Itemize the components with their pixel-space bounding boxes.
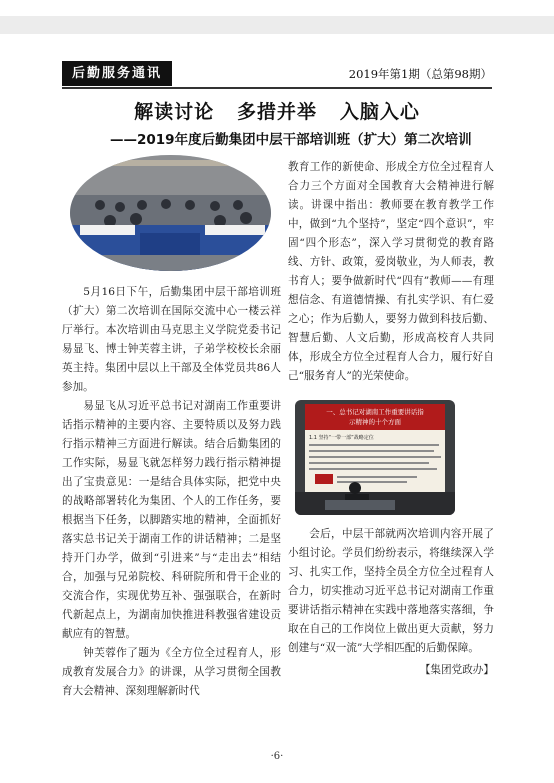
article-title: 解读讨论 多措并举 入脑入心 xyxy=(134,101,420,123)
top-band xyxy=(0,16,554,34)
paragraph-3-continued: 教育工作的新使命、形成全方位全过程育人合力三个方面对全国教育大会精神进行解读。讲课中指出：教师要在教育教学工作中，做到“九个坚持”，坚定“四个意识”，牢固“四个形态”，深入学习贯彻党的教育路线、方针、政策，爱岗敬业，为人师表，教书育人；要争做新时代“四有”教师——有理想信念、有道德情操、有扎实学识、有仁爱之心；作为后勤人，要努力做到科技后勤、智慧后勤、人文后勤，形成高校育人共同体，形成全方位全过程育人合力，履行好自己“服务育人”的光荣使命。 xyxy=(288,161,494,382)
page-number: ·6· xyxy=(270,751,284,762)
issue-number: 2019年第1期（总第98期） xyxy=(348,67,492,81)
paragraph-3: 钟芙蓉作了题为《全方位全过程育人，形成教育发展合力》的讲课，从学习贯彻全国教育大会精神、深刻理解新时代 xyxy=(62,647,281,697)
slide-title-line1: 一、总书记对湖南工作重要讲话指 xyxy=(326,408,424,416)
slide-item: 1.1 坚持“一带一部”战略定位 xyxy=(309,435,374,441)
section-label: 后勤服务通讯 xyxy=(62,61,172,86)
paragraph-2: 易显飞从习近平总书记对湖南工作重要讲话指示精神的主要内容、主要特质以及努力践行指示精神三方面进行解读。结合后勤集团的工作实际，易显飞就怎样努力践行指示精神提出了宝贵意见：一是结合具体实际，把党中央的战略部署转化为集团、个人的工作任务，要根据当下任务，以脚踏实地的精神，全面抓好落实总书记关于湖南工作的讲话精神；二是坚持开门办学，做到“引进来”与“走出去”相结合，加强与兄弟院校、科研院所和骨干企业的交流合作，实现优势互补、强强联合，在新时代新起点上，为湖南加快推进科教强省建设贡献应有的智慧。 xyxy=(62,400,281,640)
signoff: 【集团党政办】 xyxy=(419,664,494,676)
slide-title-line2: 示精神的十个方面 xyxy=(349,418,401,426)
meeting-hall-photo xyxy=(70,155,271,271)
right-column-top xyxy=(288,158,494,386)
article-subtitle: ——2019年度后勤集团中层干部培训班（扩大）第二次培训 xyxy=(110,132,472,148)
paragraph-4: 会后，中层干部就两次培训内容开展了小组讨论。学员们纷纷表示，将继续深入学习、扎实工作，坚持全员全方位全过程育人合力，切实推动习近平总书记对湖南工作重要讲话指示精神在实践中落地落实落细，争取在自己的工作岗位上做出更大贡献，努力创建与“双一流”大学相匹配的后勤保障。 xyxy=(288,528,494,654)
paragraph-1: 5月16日下午，后勤集团中层干部培训班（扩大）第二次培训在国际交流中心一楼云祥厅举行。本次培训由马克思主义学院党委书记易显飞、博士钟芙蓉主讲，子弟学校校长余丽英主持。集团中层以上干部及全体党员共86人参加。 xyxy=(62,286,281,393)
header-rule xyxy=(62,87,492,89)
left-column xyxy=(62,283,281,701)
lecture-slide-photo xyxy=(295,400,455,515)
right-column-bottom xyxy=(288,525,494,680)
